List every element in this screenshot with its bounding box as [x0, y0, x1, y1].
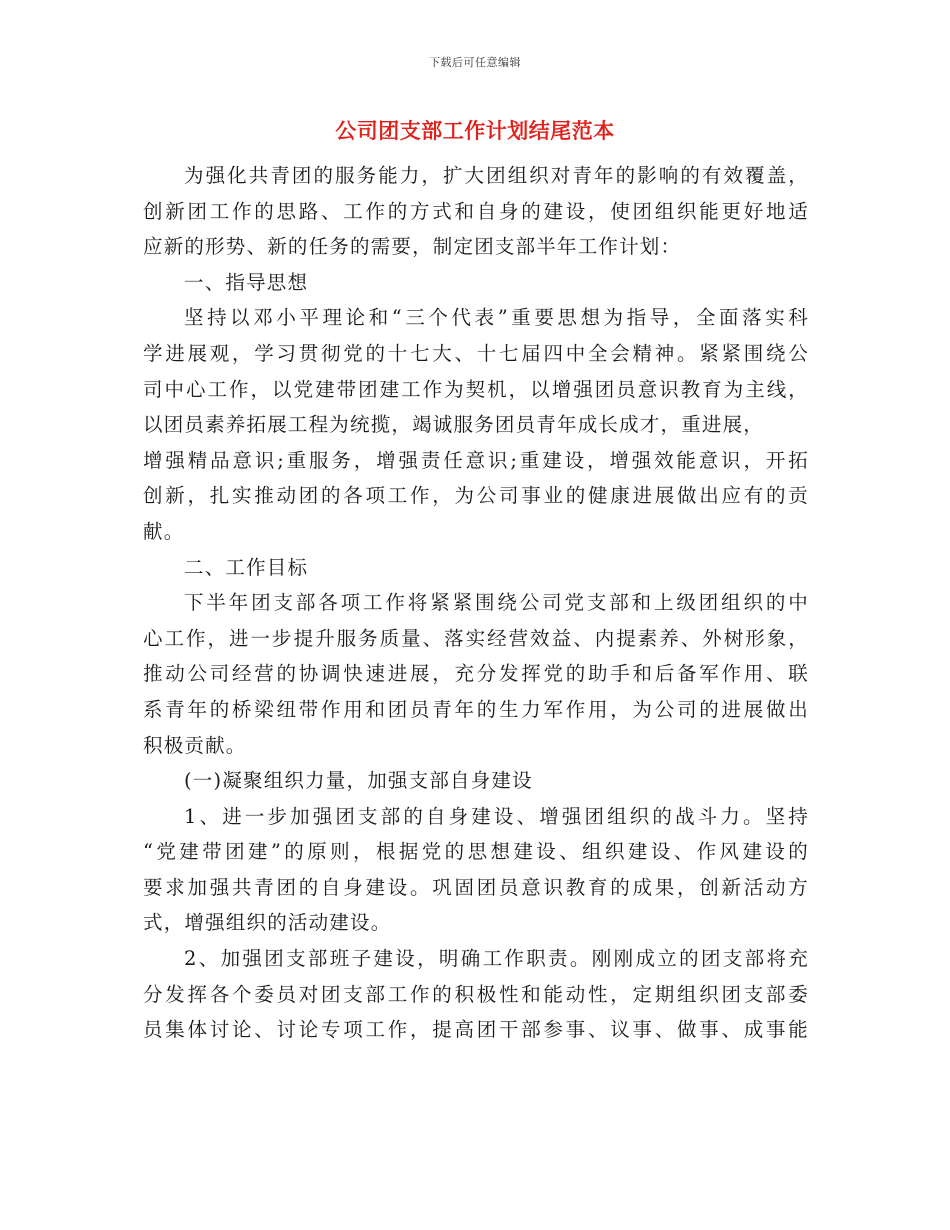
text-line: 推动公司经营的协调快速进展，充分发挥党的助手和后备军作用、联 — [143, 662, 809, 686]
text-line: 积极贡献。 — [143, 733, 247, 757]
text-line: 系青年的桥梁纽带作用和团员青年的生力军作用，为公司的进展做出 — [143, 697, 809, 721]
text-line: 应新的形势、新的任务的需要，制定团支部半年工作计划： — [143, 235, 682, 259]
page-header-note: 下载后可任意编辑 — [429, 56, 521, 69]
text-line: 2、加强团支部班子建设，明确工作职责。刚刚成立的团支部将充 — [184, 947, 809, 971]
text-line: 要求加强共青团的自身建设。巩固团员意识教育的成果，创新活动方 — [143, 875, 809, 899]
text-line: 司中心工作，以党建带团建工作为契机，以增强团员意识教育为主线， — [143, 377, 809, 401]
text-line: 一、指导思想 — [184, 270, 309, 294]
document-body — [143, 158, 809, 1048]
text-line: 二、工作目标 — [184, 555, 309, 579]
text-line: 式，增强组织的活动建设。 — [143, 911, 392, 935]
text-line: 员集体讨论、讨论专项工作，提高团干部参事、议事、做事、成事能 — [143, 1018, 809, 1042]
text-line: 1、进一步加强团支部的自身建设、增强团组织的战斗力。坚持 — [184, 804, 809, 828]
text-line: 心工作，进一步提升服务质量、落实经营效益、内提素养、外树形象， — [143, 626, 809, 650]
text-line: 下半年团支部各项工作将紧紧围绕公司党支部和上级团组织的中 — [184, 591, 809, 615]
text-line: 创新，扎实推动团的各项工作，为公司事业的健康进展做出应有的贡 — [143, 484, 809, 508]
text-line: 创新团工作的思路、工作的方式和自身的建设，使团组织能更好地适 — [143, 199, 809, 223]
text-line: 学进展观，学习贯彻党的十七大、十七届四中全会精神。紧紧围绕公 — [143, 341, 809, 365]
text-line: 以团员素养拓展工程为统揽，竭诚服务团员青年成长成才，重进展， — [143, 413, 765, 437]
text-line: 献。 — [143, 519, 185, 543]
document-title: 公司团支部工作计划结尾范本 — [335, 118, 615, 143]
text-line: (一)凝聚组织力量，加强支部自身建设 — [184, 769, 533, 793]
text-line: 坚持以邓小平理论和“三个代表”重要思想为指导，全面落实科 — [184, 306, 809, 330]
text-line: “党建带团建”的原则，根据党的思想建设、组织建设、作风建设的 — [143, 840, 809, 864]
text-line: 增强精品意识;重服务，增强责任意识;重建设，增强效能意识，开拓 — [143, 448, 809, 472]
text-line: 为强化共青团的服务能力，扩大团组织对青年的影响的有效覆盖， — [184, 164, 809, 187]
text-line: 分发挥各个委员对团支部工作的积极性和能动性，定期组织团支部委 — [143, 982, 809, 1006]
